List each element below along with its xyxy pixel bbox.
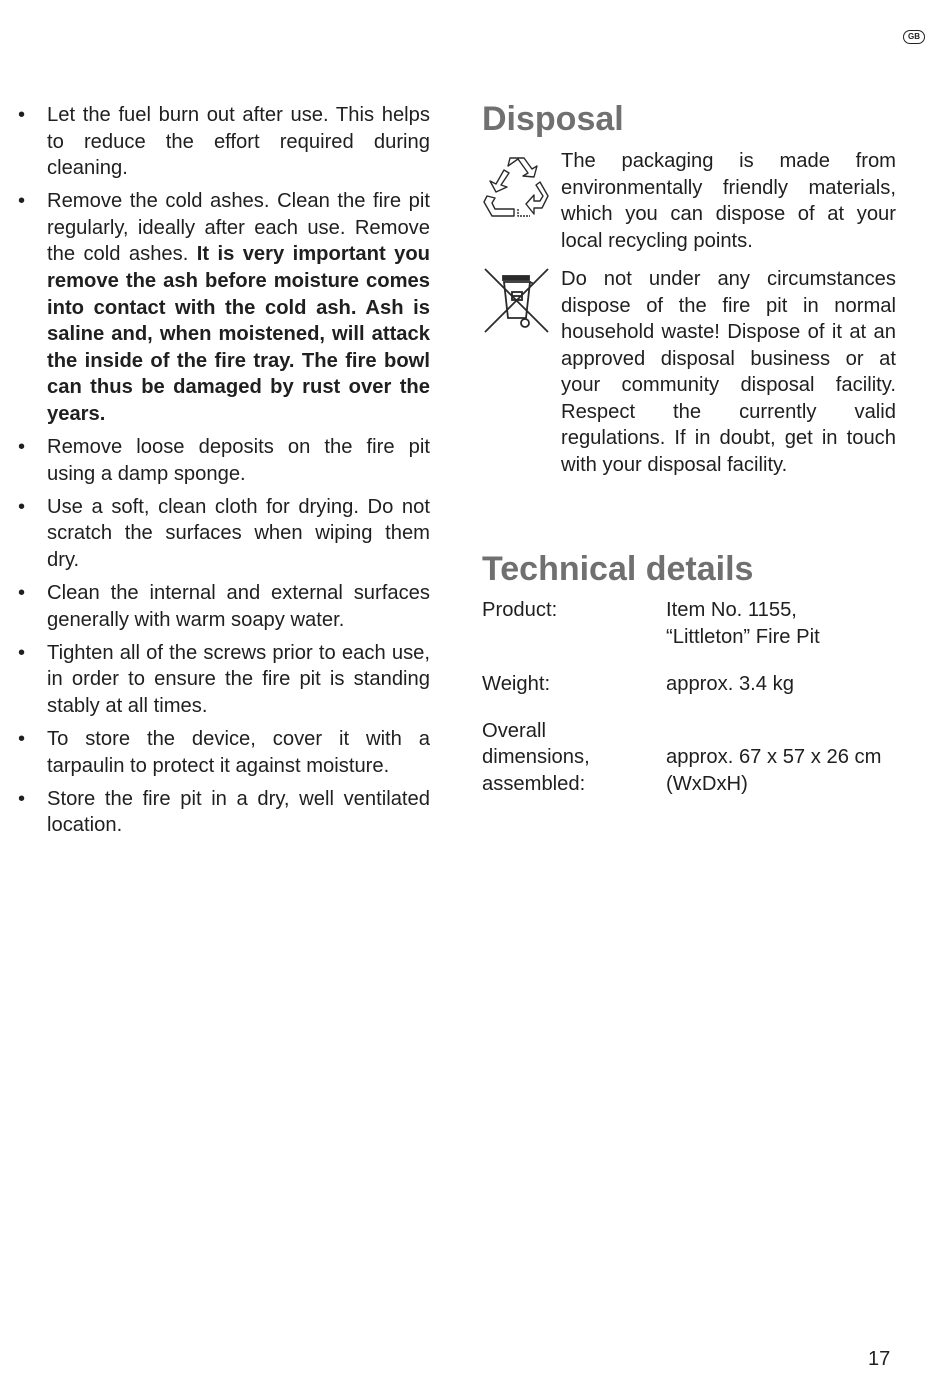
- care-item-text: To store the device, cover it with a tarpaulin to protect it against moisture.: [47, 728, 430, 777]
- tech-label: Overall dimensions, assembled:: [482, 719, 590, 795]
- care-item-text: Tighten all of the screws prior to each use, in order to ensure the fire pit is standing stably at all times.: [47, 641, 430, 717]
- recycling-icon: [482, 156, 552, 233]
- tech-value: approx. 3.4 kg: [666, 673, 794, 695]
- language-badge: GB: [903, 30, 925, 44]
- bullet-marker: •: [18, 190, 26, 213]
- bullet-marker: •: [18, 104, 26, 126]
- tech-row-product: [482, 597, 902, 650]
- page-number: 17: [868, 1348, 891, 1370]
- bullet-marker: •: [18, 728, 26, 751]
- bullet-marker: •: [18, 495, 26, 518]
- bullet-marker: •: [18, 436, 26, 459]
- care-item-text: Let the fuel burn out after use. This helps to reduce the effort required during cleaning.: [47, 104, 430, 180]
- care-item: [18, 580, 430, 633]
- care-item-text: Remove the cold ashes. Clean the fire pit regularly, ideally after each use. Remove the cold ashes.: [47, 190, 430, 266]
- crossed-out-wheelie-bin-icon: [482, 266, 552, 343]
- waste-text: Do not under any circumstances dispose of the fire pit in normal household waste! Dispose of it at an approved disposal business or at your community disposal facility. Respect the currently valid regulations. If in doubt, get in touch with your disposal facility.: [561, 268, 896, 476]
- care-item: [18, 102, 430, 182]
- care-item: [18, 640, 430, 720]
- technical-details-table: [482, 597, 902, 797]
- packaging-text: The packaging is made from environmentally friendly materials, which you can dispose of at your local recycling points.: [561, 150, 896, 252]
- tech-value: approx. 67 x 57 x 26 cm (WxDxH): [666, 746, 882, 795]
- bullet-marker: •: [18, 787, 26, 810]
- care-item-text: Clean the internal and external surfaces generally with warm soapy water.: [47, 582, 430, 631]
- care-bullet-list: [18, 102, 430, 839]
- care-item: [18, 786, 430, 839]
- care-item: [18, 494, 430, 574]
- tech-row-weight: [482, 671, 902, 698]
- care-item: [18, 188, 430, 427]
- care-item: [18, 726, 430, 779]
- care-item: [18, 434, 430, 487]
- care-item-text: Store the fire pit in a dry, well ventilated location.: [47, 787, 430, 837]
- bullet-marker: •: [18, 582, 26, 605]
- tech-row-dimensions: [482, 718, 902, 798]
- tech-label: Product:: [482, 599, 558, 621]
- waste-disposal-row: [482, 266, 896, 478]
- care-item-text: Use a soft, clean cloth for drying. Do not scratch the surfaces when wiping them dry.: [47, 495, 430, 571]
- disposal-heading: Disposal: [482, 100, 624, 138]
- care-instructions: [18, 102, 430, 845]
- tech-label: Weight:: [482, 673, 551, 695]
- care-item-text: Remove loose deposits on the fire pit using a damp sponge.: [47, 436, 430, 485]
- care-item-warning: It is very important you remove the ash before moisture comes into contact with the cold ash. Ash is saline and, when moistened, will attack the inside of the fire tray. The fire bowl can thus be damaged by rust over the years.: [47, 243, 430, 426]
- bullet-marker: •: [18, 641, 26, 664]
- packaging-disposal-row: [482, 148, 896, 254]
- technical-details-heading: Technical details: [482, 550, 754, 588]
- tech-value: Item No. 1155, “Littleton” Fire Pit: [666, 599, 820, 648]
- disposal-section: [482, 96, 896, 478]
